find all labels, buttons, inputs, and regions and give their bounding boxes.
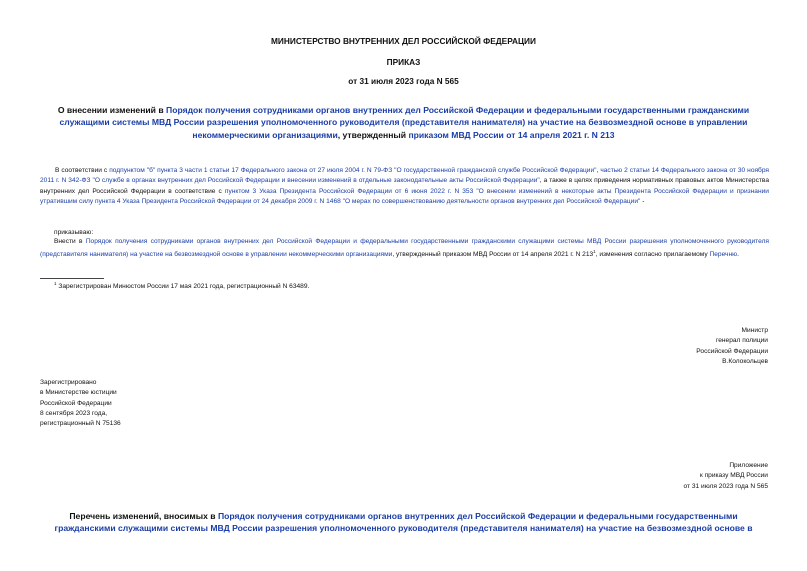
registration-block bbox=[40, 378, 121, 429]
footnote-ref[interactable]: 1 bbox=[593, 249, 596, 255]
order-213-link[interactable]: приказом МВД России от 14 апреля 2021 г. N 213 bbox=[408, 129, 615, 140]
p1-text-d: - bbox=[640, 198, 645, 206]
signature-block bbox=[696, 326, 768, 367]
appendix-block bbox=[684, 461, 769, 492]
title-middle: , утвержденный bbox=[337, 129, 409, 140]
order-word: приказываю: bbox=[54, 229, 94, 236]
footnote-marker: 1 bbox=[54, 281, 57, 286]
appendix-line-2: к приказу МВД России bbox=[699, 472, 768, 480]
signature-line-2: генерал полиции bbox=[715, 337, 768, 345]
p1-text-c: , а также в целях приведения нормативных правовых актов Министерства внутренних дел Российской Федерации в соответствие с bbox=[40, 177, 769, 195]
ministry-heading: МИНИСТЕРСТВО ВНУТРЕННИХ ДЕЛ РОССИЙСКОЙ ФЕДЕРАЦИИ bbox=[271, 36, 536, 46]
law-79-link[interactable]: подпунктом "б" пункта 3 части 1 статьи 17 Федерального закона от 27 июля 2004 г. N 79-ФЗ "О государственной гражданской службе Российской Федерации" bbox=[109, 167, 597, 174]
p2-text-a: Внести в bbox=[54, 238, 86, 245]
signature-line-1: Министр bbox=[741, 327, 768, 334]
list-link[interactable]: Перечню bbox=[709, 251, 738, 259]
registration-line-2: в Министерстве юстиции bbox=[40, 389, 117, 397]
decree-353-link[interactable]: пунктом 3 Указа Президента Российской Федерации от 6 июня 2022 г. N 353 "О внесении изменений в некоторые акты Президента Российской Федерации и признании утратившим силу пункта 4 Указа Президента Российской Федерации от 24 декабря 2009 г. N 1468 "О мерах по совершенствованию деятельности органов внутренних дел Российской Федерации" bbox=[40, 187, 769, 206]
signature-line-4: В.Колокольцев bbox=[722, 357, 768, 365]
registration-line-1: Зарегистрировано bbox=[40, 379, 97, 386]
preamble-paragraph bbox=[40, 166, 769, 208]
registration-line-4: 8 сентября 2023 года, bbox=[40, 409, 108, 417]
footnote-divider bbox=[40, 278, 104, 279]
p2-text-d: . bbox=[737, 251, 739, 259]
list-title-prefix: Перечень изменений, вносимых в bbox=[69, 511, 218, 521]
appendix-line-3: от 31 июля 2023 года N 565 bbox=[683, 482, 768, 490]
p2-text-b: , утвержденный приказом МВД России от 14 апреля 2021 г. N 213 bbox=[392, 251, 594, 259]
appendix-line-1: Приложение bbox=[729, 462, 768, 469]
registration-line-3: Российской Федерации bbox=[40, 399, 112, 407]
title-prefix: О внесении изменений в bbox=[57, 105, 167, 115]
signature-line-3: Российской Федерации bbox=[696, 347, 768, 355]
document-type: ПРИКАЗ bbox=[386, 57, 421, 67]
operative-paragraph bbox=[40, 237, 769, 261]
list-of-changes-title bbox=[40, 510, 767, 535]
footnote bbox=[54, 281, 309, 290]
procedure-link[interactable]: Порядок получения сотрудниками органов внутренних дел Российской Федерации и федеральными государственными гражданскими служащими системы МВД России разрешения уполномоченного руководителя (представителя нанимателя) на участие на безвозмездной основе в управлении некоммерческими организациями bbox=[59, 105, 750, 140]
p2-text-c: , изменения согласно прилагаемому bbox=[595, 251, 710, 259]
list-procedure-link[interactable]: Порядок получения сотрудниками органов внутренних дел Российской Федерации и федеральными государственными гражданскими служащими системы МВД России разрешения уполномоченного руководителя (представителя нанимателя) на участие на безвозмездной основе в bbox=[54, 511, 753, 534]
document-title bbox=[40, 104, 767, 141]
footnote-text: Зарегистрирован Минюстом России 17 мая 2021 года, регистрационный N 63489. bbox=[58, 283, 310, 291]
document-date-number: от 31 июля 2023 года N 565 bbox=[348, 76, 459, 86]
p1-text-b: , bbox=[596, 167, 601, 174]
p1-text-a: В соответствии с bbox=[55, 167, 110, 174]
registration-line-5: регистрационный N 75136 bbox=[40, 420, 121, 428]
law-342-link[interactable]: частью 2 статьи 14 Федерального закона от 30 ноября 2011 г. N 342-ФЗ "О службе в органах внутренних дел Российской Федерации и внесении изменений в отдельные законодательные акты Российской Федерации" bbox=[40, 167, 769, 185]
procedure-link-body[interactable]: Порядок получения сотрудниками органов внутренних дел Российской Федерации и федеральными государственными гражданскими служащими системы МВД России разрешения уполномоченного руководителя (представителя нанимателя) на участие на безвозмездной основе в управлении некоммерческими организациями bbox=[40, 238, 769, 259]
